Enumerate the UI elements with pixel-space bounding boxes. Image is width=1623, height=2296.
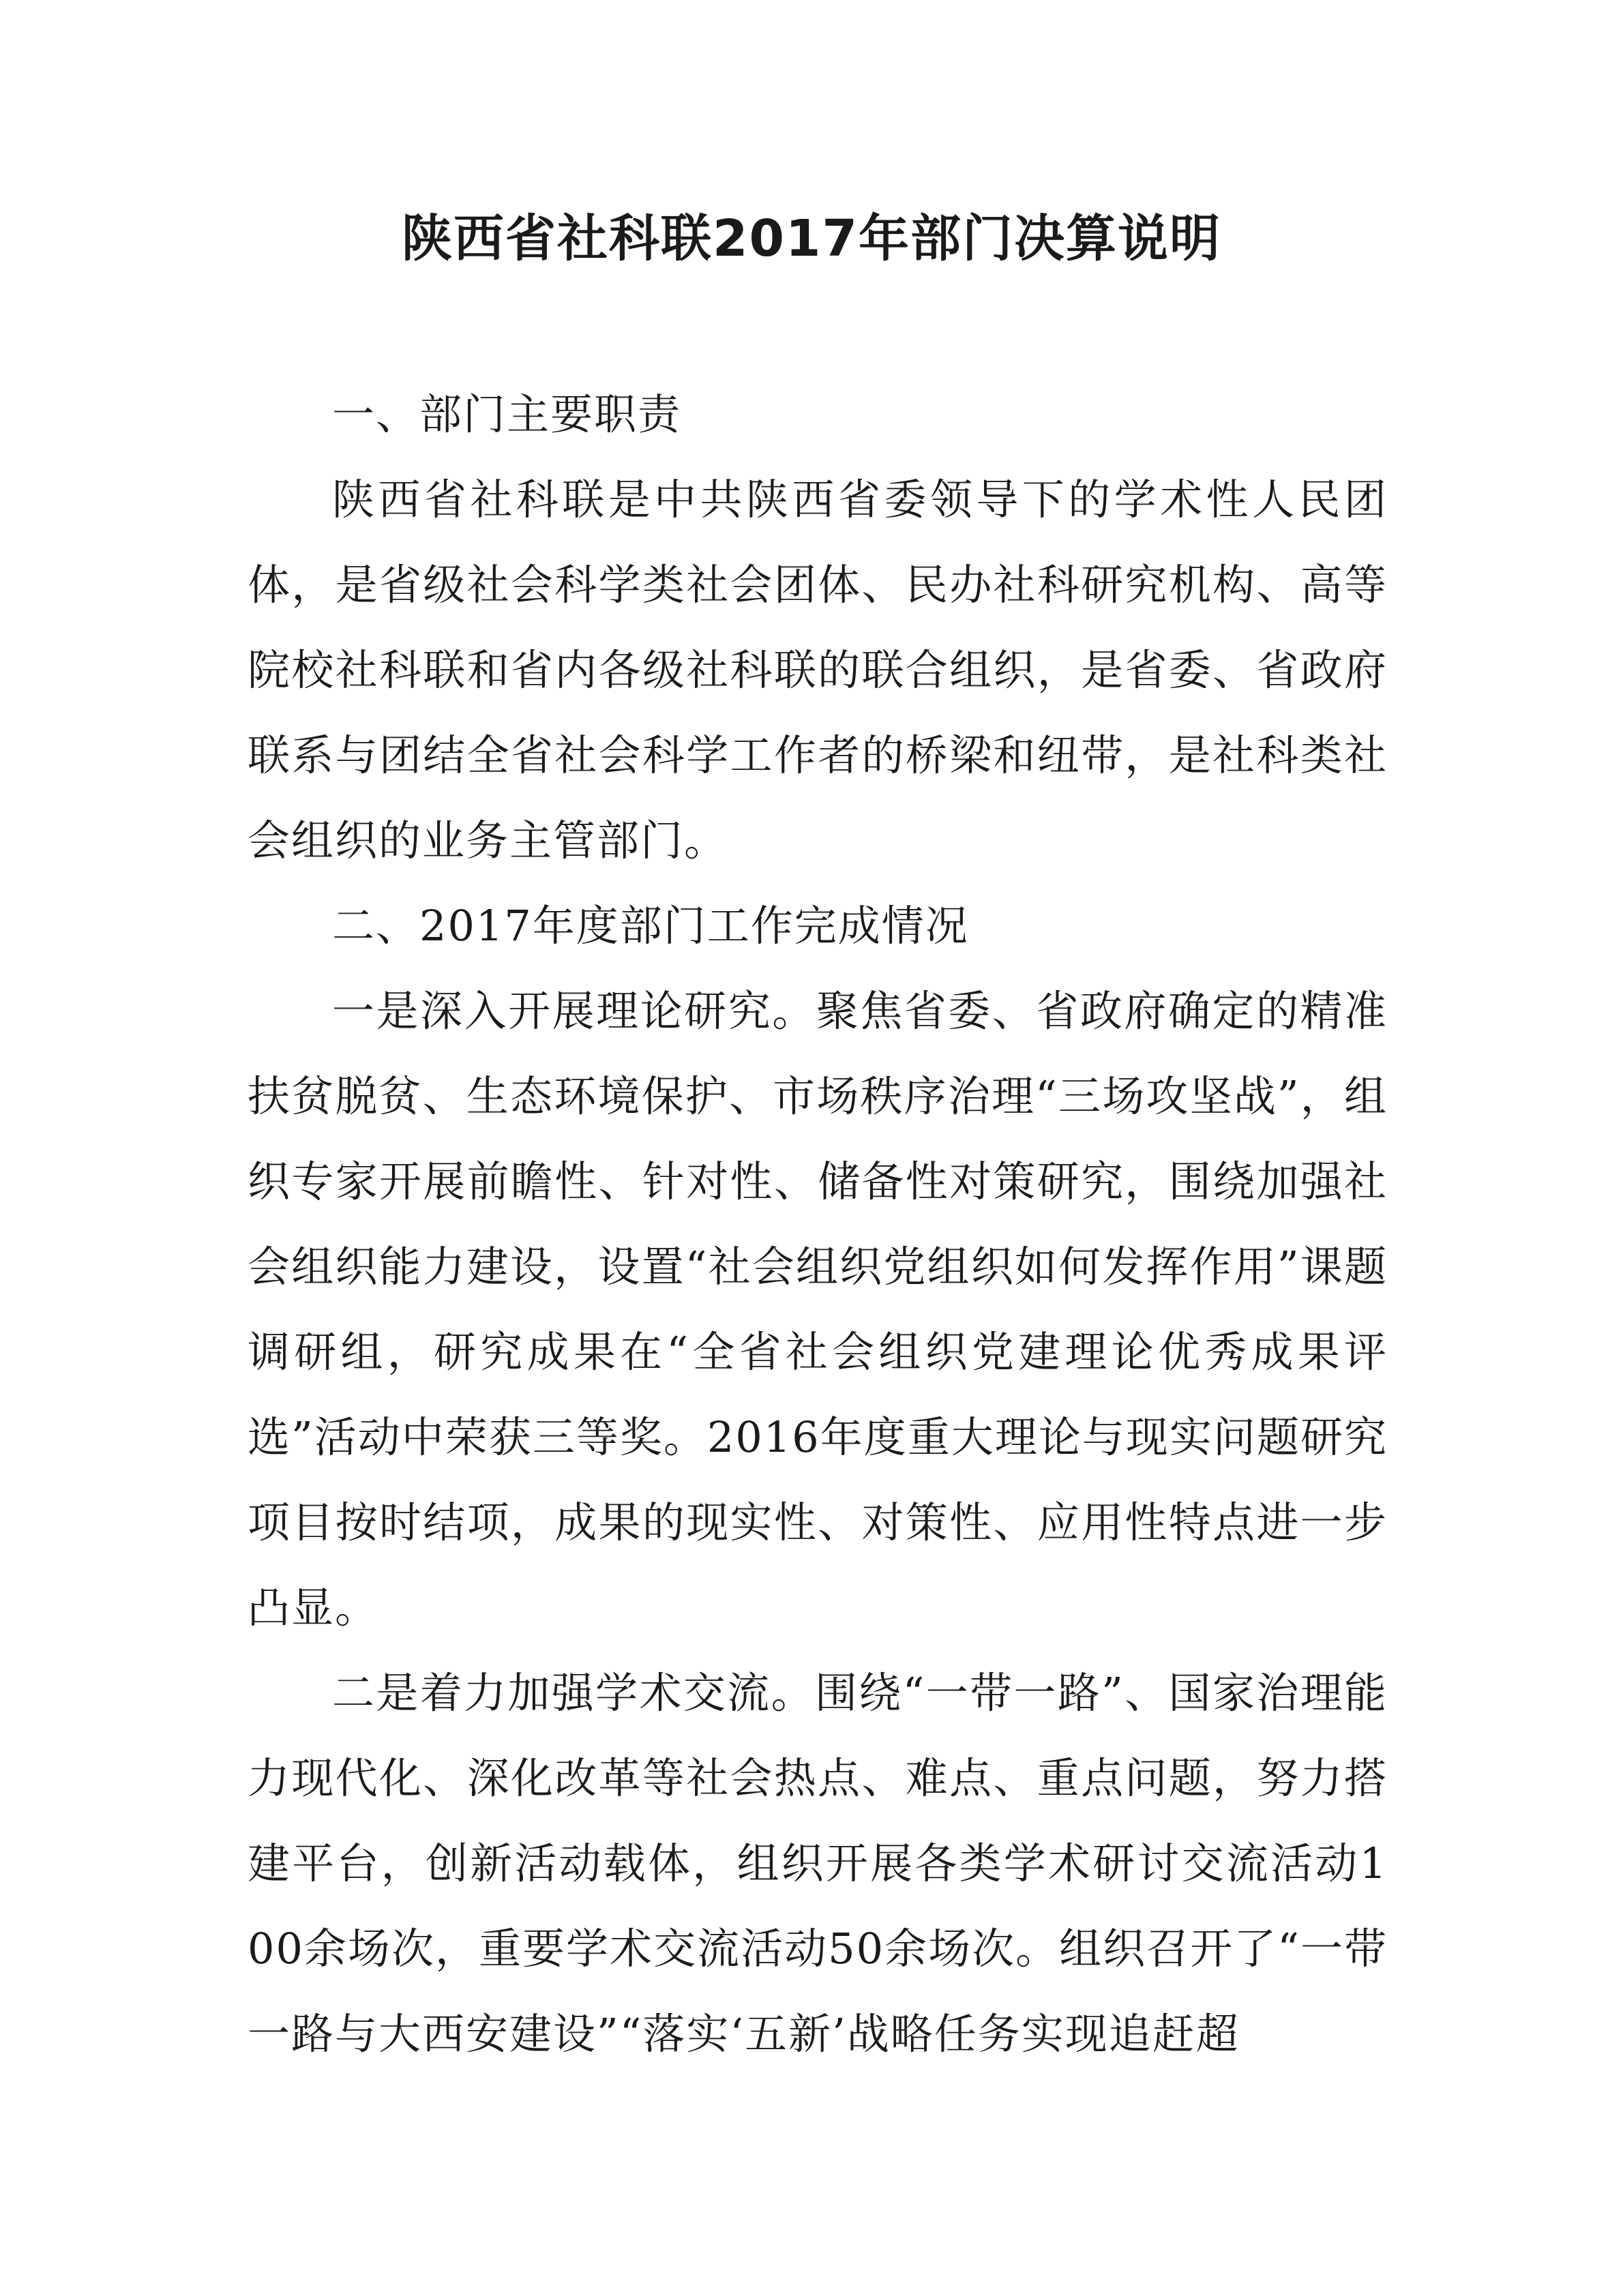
section-heading-duties: 一、部门主要职责	[332, 389, 682, 439]
paragraph-academic-exchange: 二是着力加强学术交流。围绕“一带一路”、国家治理能力现代化、深化改革等社会热点、难点、重点问题，努力搭建平台，创新活动载体，组织开展各类学术研讨交流活动100余场次，重要学术交流活动50余场次。组织召开了“一带一路与大西安建设”“落实‘五新’战略任务实现追赶超	[248, 1668, 1388, 2059]
document-title: 陕西省社科联2017年部门决算说明	[402, 209, 1221, 268]
section-heading-work-completion: 二、2017年度部门工作完成情况	[332, 901, 969, 951]
document-body	[248, 372, 1388, 2076]
paragraph-theory-research: 一是深入开展理论研究。聚焦省委、省政府确定的精准扶贫脱贫、生态环境保护、市场秩序治理“三场攻坚战”，组织专家开展前瞻性、针对性、储备性对策研究，围绕加强社会组织能力建设，设置“社会组织党组织如何发挥作用”课题调研组，研究成果在“全省社会组织党建理论优秀成果评选”活动中荣获三等奖。2016年度重大理论与现实问题研究项目按时结项，成果的现实性、对策性、应用性特点进一步凸显。	[248, 986, 1388, 1632]
paragraph-duties: 陕西省社科联是中共陕西省委领导下的学术性人民团体，是省级社会科学类社会团体、民办社科研究机构、高等院校社科联和省内各级社科联的联合组织，是省委、省政府联系与团结全省社会科学工作者的桥梁和纽带，是社科类社会组织的业务主管部门。	[248, 475, 1388, 865]
